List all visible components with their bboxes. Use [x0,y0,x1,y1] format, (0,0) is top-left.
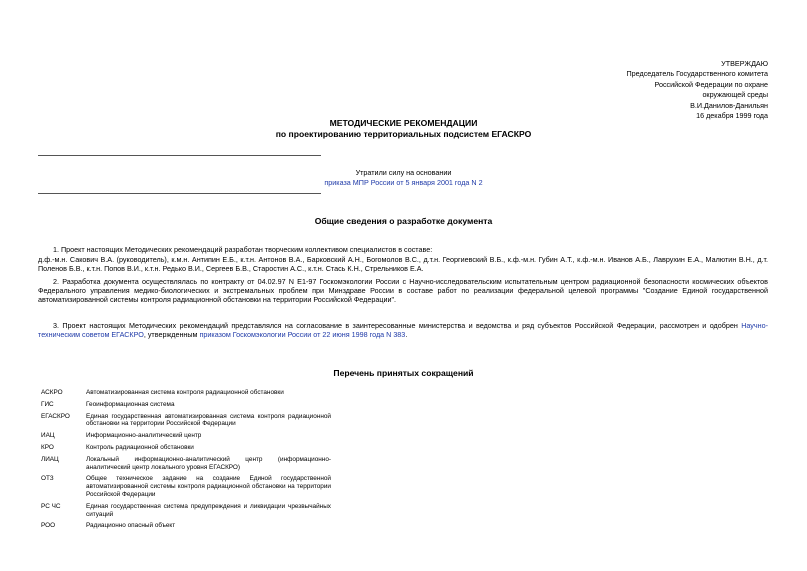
table-row [41,503,331,523]
abbr-term: ЛИАЦ [41,455,59,463]
approval-line: 16 декабря 1999 года [696,111,768,121]
table-row [41,444,331,456]
table-row [41,401,331,413]
approval-line: В.И.Данилов-Данильян [690,100,768,110]
abbr-term: ОТЗ [41,475,54,483]
abbr-definition: Радиационно опасный объект [86,522,176,530]
paragraph-3 [38,321,768,339]
order-383-link[interactable]: приказом Госкомэкологии России от 22 июня 1998 года N 383 [199,330,406,339]
abbr-term: АСКРО [41,389,63,396]
abbr-definition: Единая государственная система предупреждения и ликвидации чрезвычайных ситуаций [86,502,331,518]
abbr-term: РС ЧС [41,502,61,510]
abbreviations-table [41,389,331,534]
repeal-order-link[interactable]: приказа МПР России от 5 января 2001 года N 2 [324,178,483,187]
table-row [41,413,331,433]
section-heading-general: Общие сведения о разработке документа [314,216,493,226]
abbr-definition: Единая государственная автоматизированная система контроля радиационной обстановки на территории Российской Федерации [86,412,331,428]
abbr-term: ИАЦ [41,432,55,440]
paragraph-1-authors: д.ф.-м.н. Сакович В.А. (руководитель), к.м.н. Антипин Е.Б., к.т.н. Антонов В.А., Барковский А.Н., Богомолов В.С., д.т.н. Георгиевский В.Б., к.ф.-м.н. Губин А.Т., к.ф.-м.н. Иванов А.Б., Лаврухин Е.А., Малютин В.Н., д.т. Поленов Б.В., к.т.н. Попов В.И., к.т.н. Редько В.И., Сергеев Б.В., Старостин А.С., к.т.н. Стась К.Н., Стрельников Е.А. [38,255,768,273]
approval-line: УТВЕРЖДАЮ [721,59,768,68]
approval-line: окружающей среды [702,90,768,100]
table-row [41,432,331,444]
approval-line: Российской Федерации по охране [654,79,768,89]
separator-bottom [38,193,321,194]
status-text: Утратили силу на основании [355,168,452,177]
paragraph-3-text-end: . [405,330,408,339]
paragraph-3-text-mid: , утвержденным [143,330,200,339]
abbr-term: ГИС [41,400,54,408]
approval-block [627,59,768,121]
abbr-definition: Контроль радиационной обстановки [86,443,194,451]
table-row [41,522,331,534]
scientific-council-link[interactable]: Научно-техническим советом ЕГАСКРО [38,321,768,339]
paragraph-2: 2. Разработка документа осуществлялась по контракту от 04.02.97 N Е1-97 Госкомэкологии России с Научно-исследовательским испытательным центром радиационной безопасности космических объектов Федерального управления медико-биологических и экстремальных проблем при Минздраве России в составе работ по реализации федеральной целевой программы "Создание Единой государственной автоматизированной системы контроля радиационной обстановки на территории Российской Федерации". [38,277,768,304]
abbr-term: КРО [41,443,54,451]
paragraph-3-text: 3. Проект настоящих Методических рекомендаций представлялся на согласование в заинтересованные министерства и ведомства и ряд субъектов Российской Федерации, рассмотрен и одобрен [53,321,742,330]
document-subtitle: по проектированию территориальных подсистем ЕГАСКРО [275,129,532,139]
approval-line: Председатель Государственного комитета [626,69,768,79]
abbr-definition: Информационно-аналитический центр [86,432,202,440]
section-heading-abbreviations: Перечень принятых сокращений [333,368,474,378]
abbr-definition: Общее техническое задание на создание Единой государственной автоматизированной системы контроля радиационной обстановки на территории Российской Федерации [86,475,331,498]
abbr-term: РОО [41,522,56,530]
abbr-term: ЕГАСКРО [41,412,70,420]
paragraph-1: 1. Проект настоящих Методических рекомендаций разработан творческим коллективом специалистов в составе: [53,245,433,254]
document-title: МЕТОДИЧЕСКИЕ РЕКОМЕНДАЦИИ [329,118,478,128]
table-row [41,389,331,401]
abbr-definition: Локальный информационно-аналитический центр (информационно-аналитический центр локального уровня ЕГАСКРО) [86,455,331,471]
abbr-definition: Автоматизированная система контроля радиационной обстановки [86,389,284,396]
table-row [41,475,331,502]
abbr-definition: Геоинформационная система [86,400,175,408]
separator-top [38,155,321,156]
table-row [41,456,331,476]
